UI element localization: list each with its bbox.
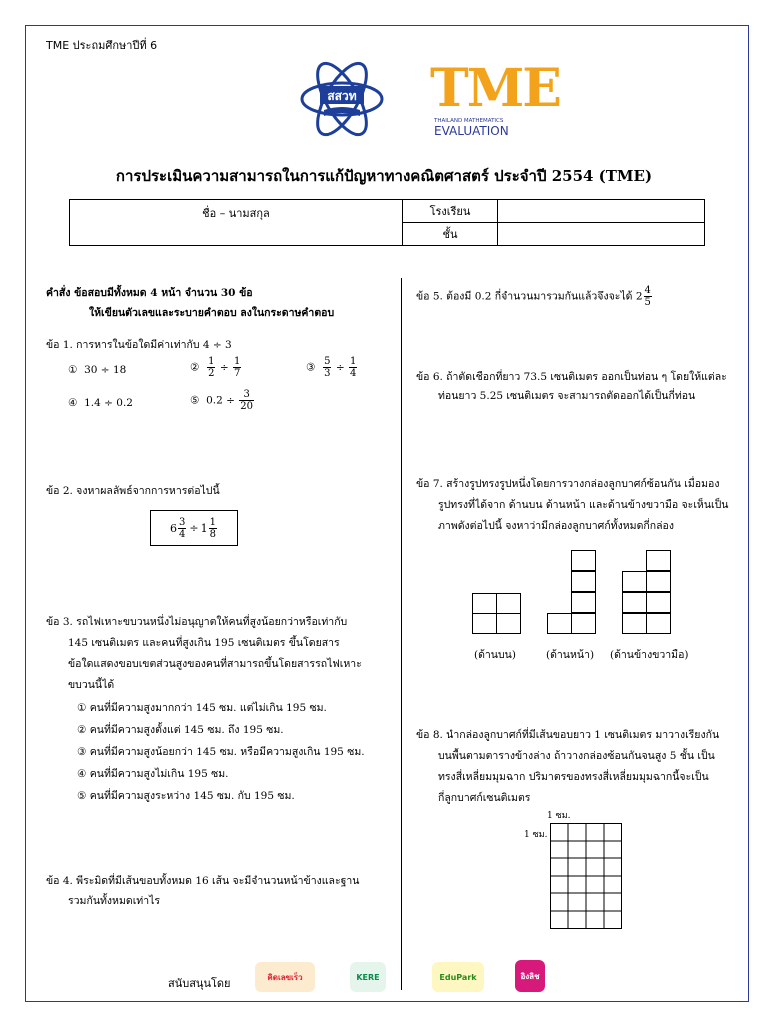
q1-o4-mark: ④: [68, 397, 78, 409]
q1-o3-mark: ③: [306, 361, 316, 374]
q1-option-2: [190, 356, 242, 379]
class-field[interactable]: [498, 223, 705, 246]
page-title: การประเมินความสามารถในการแก้ปัญหาทางคณิตศาสตร์ ประจำปี 2554 (TME): [115, 167, 653, 185]
q1-o3-op: ÷: [335, 361, 345, 374]
q2-d2: 8: [209, 528, 216, 540]
q8-line2: บนพื้นตามตารางข้างล่าง ถ้าวางกล่องซ้อนกันจนสูง 5 ชั้น เป็น: [438, 750, 715, 762]
q2-text: ข้อ 2. จงหาผลลัพธ์จากการหารต่อไปนี้: [46, 485, 220, 497]
instructions-line2: ให้เขียนตัวเลขและระบายคำตอบ ลงในกระดาษคำตอบ: [89, 307, 335, 319]
tme-logo: [430, 58, 560, 150]
q3-line2: 145 เซนติเมตร และคนที่สูงเกิน 195 เซนติเมตร ขึ้นโดยสาร: [68, 637, 340, 649]
sponsor-label: สนับสนุนโดย: [168, 977, 231, 990]
q7-top-label: (ด้านบน): [474, 649, 516, 661]
class-label: ชั้น: [403, 223, 498, 246]
q2-n1: 3: [179, 516, 186, 528]
school-label: โรงเรียน: [403, 200, 498, 223]
q1-o5-n: 3: [239, 389, 254, 401]
q6-line1: ข้อ 6. ถ้าตัดเชือกที่ยาว 73.5 เซนติเมตร ออกเป็นท่อน ๆ โดยให้แต่ละ: [416, 371, 727, 383]
q1-o2-d1: 2: [208, 368, 215, 379]
q1-o3-d1: 3: [324, 368, 331, 379]
sponsor-3-text: EduPark: [439, 972, 477, 982]
q3-line4: ขบวนนี้ได้: [68, 679, 115, 691]
q1-o2-d2: 7: [233, 368, 241, 379]
q7-line3: ภาพดังต่อไปนี้ จงหาว่ามีกล่องลูกบาศก์ทั้งหมดกี่กล่อง: [438, 520, 674, 532]
header-grade: TME ประถมศึกษาปีที่ 6: [46, 39, 158, 52]
q5-text: [416, 285, 653, 308]
q3-option-2: ② คนที่มีความสูงตั้งแต่ 145 ซม. ถึง 195 ซม.: [77, 724, 284, 736]
q8-line3: ทรงสี่เหลี่ยมมุมฉาก ปริมาตรของทรงสี่เหลี่ยมมุมฉากนี้จะเป็น: [438, 771, 709, 783]
q1-option-3: [306, 356, 358, 379]
q4-line2: รวมกันทั้งหมดเท่าไร: [68, 895, 161, 907]
sponsor-1-text: คิดเลขเร็ว: [267, 972, 303, 982]
q1-o4-expr: 1.4 ÷ 0.2: [84, 397, 133, 409]
school-field[interactable]: [498, 200, 705, 223]
q1-o2-mark: ②: [190, 361, 200, 374]
q1-o2-n1: 1: [208, 356, 215, 367]
ipst-logo-text: สสวท: [327, 89, 357, 103]
column-divider: [401, 278, 402, 990]
tme-logo-sub1: THAILAND MATHEMATICS: [434, 118, 504, 124]
q2-expression-box: [150, 510, 238, 546]
q1-o5-mark: ⑤: [190, 394, 200, 407]
q1-o5-d: 20: [240, 401, 254, 412]
q1-o3-d2: 4: [349, 368, 357, 379]
q7-front-label: (ด้านหน้า): [546, 649, 595, 661]
sponsor-2-text: KERE: [356, 972, 380, 982]
q5-denominator: 5: [644, 297, 651, 308]
q2-n2: 1: [209, 516, 216, 528]
instructions-line1: คำสั่ง ข้อสอบมีทั้งหมด 4 หน้า จำนวน 30 ข้อ: [46, 287, 253, 299]
q2-op: ÷: [189, 521, 199, 535]
q1-o2-n2: 1: [233, 356, 241, 367]
q1-o5-a: 0.2 ÷: [206, 394, 235, 407]
q3-option-3: ③ คนที่มีความสูงน้อยกว่า 145 ซม. หรือมีความสูงเกิน 195 ซม.: [77, 746, 365, 758]
q1-option-5: [190, 389, 255, 412]
sponsor-logo-4: [515, 960, 545, 992]
q2-w1: 6: [170, 521, 178, 535]
q7-line1: ข้อ 7. สร้างรูปทรงรูปหนึ่งโดยการวางกล่องลูกบาศก์ซ้อนกัน เมื่อมอง: [416, 478, 720, 490]
q4-line1: ข้อ 4. พีระมิดที่มีเส้นขอบทั้งหมด 16 เส้น จะมีจำนวนหน้าข้างและฐาน: [46, 875, 360, 887]
q1-o1-mark: ①: [68, 364, 78, 376]
q5-whole: 2: [635, 290, 643, 303]
q1-o1-expr: 30 ÷ 18: [84, 364, 127, 376]
tme-logo-sub2: EVALUATION: [434, 124, 509, 138]
q8-grid: [550, 823, 622, 930]
tme-logo-text: TME: [430, 58, 560, 119]
q2-w2: 1: [200, 521, 208, 535]
q8-line4: กี่ลูกบาศก์เซนติเมตร: [438, 792, 531, 804]
q1-option-4: [68, 395, 133, 411]
q8-line1: ข้อ 8. นำกล่องลูกบาศก์ที่มีเส้นขอบยาว 1 เซนติเมตร มาวางเรียงกัน: [416, 729, 720, 741]
q3-line3: ข้อใดแสดงขอบเขตส่วนสูงของคนที่สามารถขึ้นโดยสารรถไฟเหาะ: [68, 658, 362, 670]
q2-d1: 4: [179, 528, 186, 540]
q5-numerator: 4: [644, 285, 651, 296]
sponsor-4-text: อิงลิช: [520, 971, 540, 981]
q3-option-1: ① คนที่มีความสูงมากกว่า 145 ซม. แต่ไม่เกิน 195 ซม.: [77, 702, 327, 714]
q1-o3-n2: 1: [349, 356, 357, 367]
q3-option-4: ④ คนที่มีความสูงไม่เกิน 195 ซม.: [77, 768, 229, 780]
q1-o3-n1: 5: [324, 356, 331, 367]
q3-line1: ข้อ 3. รถไฟเหาะขบวนหนึ่งไม่อนุญาตให้คนที่สูงน้อยกว่าหรือเท่ากับ: [46, 616, 348, 628]
q5-question: ข้อ 5. ต้องมี 0.2 กี่จำนวนมารวมกันแล้วจึงจะได้: [416, 290, 633, 303]
sponsor-logo-2: [350, 962, 386, 992]
q1-option-1: [68, 362, 126, 378]
student-info-table: [69, 199, 705, 246]
ipst-logo: [298, 58, 386, 140]
q8-dim-top: 1 ซม.: [547, 811, 571, 821]
q1-text: ข้อ 1. การหารในข้อใดมีค่าเท่ากับ 4 ÷ 3: [46, 339, 232, 351]
q1-o2-op: ÷: [219, 361, 229, 374]
q6-line2: ท่อนยาว 5.25 เซนติเมตร จะสามารถตัดออกได้เป็นกี่ท่อน: [438, 390, 696, 402]
q8-dim-left: 1 ซม.: [524, 830, 548, 840]
sponsor-logo-3: [432, 962, 484, 992]
q7-side-label: (ด้านข้างขวามือ): [610, 649, 689, 661]
name-label: ชื่อ – นามสกุล: [70, 200, 403, 246]
q3-option-5: ⑤ คนที่มีความสูงระหว่าง 145 ซม. กับ 195 ซม.: [77, 790, 295, 802]
sponsor-logo-1: [255, 962, 315, 992]
q7-line2: รูปทรงที่ได้จาก ด้านบน ด้านหน้า และด้านข้างขวามือ จะเห็นเป็น: [438, 499, 729, 511]
